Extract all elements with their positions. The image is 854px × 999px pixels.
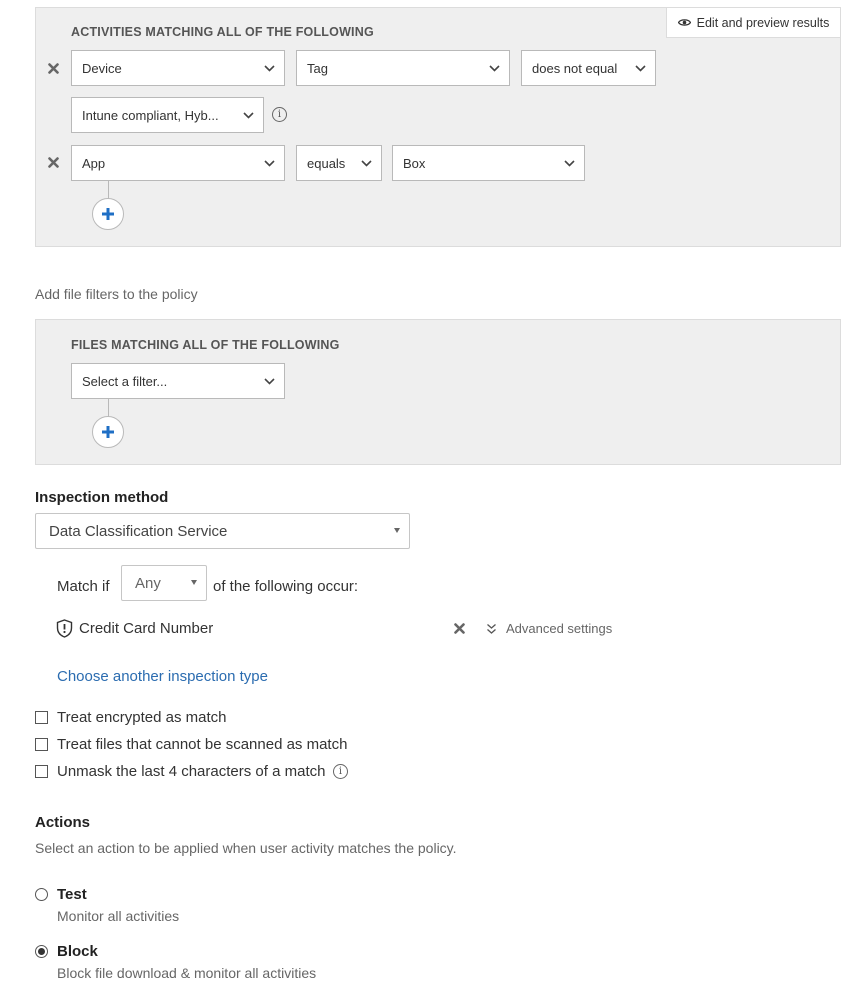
select-filter-dropdown[interactable] [71,363,285,399]
rule-1-value: Intune compliant, Hyb... [82,107,219,123]
double-chevron-down-icon [486,623,497,635]
edit-preview-results-button[interactable] [666,8,840,38]
advanced-settings-label: Advanced settings [506,621,613,636]
match-if-label: Match if [57,578,110,595]
rule-2-operator-dropdown[interactable] [296,145,382,181]
treat-encrypted-checkbox[interactable] [35,711,48,724]
remove-rule-1-icon[interactable] [45,60,61,76]
action-block-title: Block [57,943,98,960]
rule-1-property-dropdown[interactable] [296,50,510,86]
action-test-title: Test [57,886,87,903]
rule-1-operator-value: does not equal [532,60,618,76]
file-filters-label: Add file filters to the policy [35,286,198,302]
remove-inspection-type-icon[interactable] [451,620,467,636]
treat-unscannable-checkbox[interactable] [35,738,48,751]
choose-another-inspection-link[interactable]: Choose another inspection type [57,668,268,685]
activities-panel-heading: ACTIVITIES MATCHING ALL OF THE FOLLOWING [71,25,374,39]
action-block-description: Block file download & monitor all activities [57,965,317,981]
chevron-down-icon [254,65,284,72]
rule-2-value-dropdown[interactable] [392,145,585,181]
chevron-down-icon [233,112,263,119]
caret-down-icon [394,528,400,533]
rule-1-value-dropdown[interactable] [71,97,264,133]
rule-1-operator-dropdown[interactable] [521,50,656,86]
rule-1-property-value: Tag [307,60,328,76]
chevron-down-icon [254,160,284,167]
rule-1-field-value: Device [82,60,122,76]
inspection-method-value: Data Classification Service [49,522,228,540]
advanced-settings-toggle[interactable] [486,621,612,636]
add-activity-rule-button[interactable] [92,198,124,230]
select-filter-placeholder: Select a filter... [82,373,168,389]
rule-1-field-dropdown[interactable] [71,50,285,86]
shield-alert-icon [56,619,73,638]
inspection-type-name: Credit Card Number [79,620,214,637]
inspection-method-heading: Inspection method [35,489,169,506]
eye-icon [678,18,691,27]
action-test-description: Monitor all activities [57,908,180,924]
rule-2-value: Box [403,155,426,171]
chevron-down-icon [254,378,284,385]
edit-preview-results-label: Edit and preview results [696,15,830,30]
chevron-down-icon [554,160,584,167]
unmask-last-4-label: Unmask the last 4 characters of a match [57,763,326,780]
remove-rule-2-icon[interactable] [45,154,61,170]
action-block-radio[interactable] [35,945,48,958]
rule-2-field-dropdown[interactable] [71,145,285,181]
action-test-radio[interactable] [35,888,48,901]
chevron-down-icon [351,160,381,167]
plus-icon [101,425,115,439]
chevron-down-icon [625,65,655,72]
actions-description: Select an action to be applied when user activity matches the policy. [35,840,457,856]
actions-heading: Actions [35,814,91,831]
activities-filter-panel [35,7,841,247]
info-icon[interactable]: i [333,764,348,779]
plus-icon [101,207,115,221]
connector-line [108,399,109,417]
caret-down-icon [191,580,197,585]
treat-encrypted-label: Treat encrypted as match [57,709,227,726]
info-icon[interactable]: i [272,107,287,122]
inspection-method-select[interactable] [35,513,410,549]
treat-unscannable-label: Treat files that cannot be scanned as match [57,736,348,753]
chevron-down-icon [479,65,509,72]
files-panel-heading: FILES MATCHING ALL OF THE FOLLOWING [71,338,340,352]
add-file-filter-button[interactable] [92,416,124,448]
rule-2-field-value: App [82,155,106,171]
match-mode-value: Any [135,574,161,592]
files-filter-panel [35,319,841,465]
unmask-last-4-checkbox[interactable] [35,765,48,778]
connector-line [108,181,109,199]
match-mode-select[interactable] [121,565,207,601]
rule-2-operator-value: equals [307,155,346,171]
radio-selected-dot [38,948,45,955]
match-suffix-label: of the following occur: [213,578,359,595]
